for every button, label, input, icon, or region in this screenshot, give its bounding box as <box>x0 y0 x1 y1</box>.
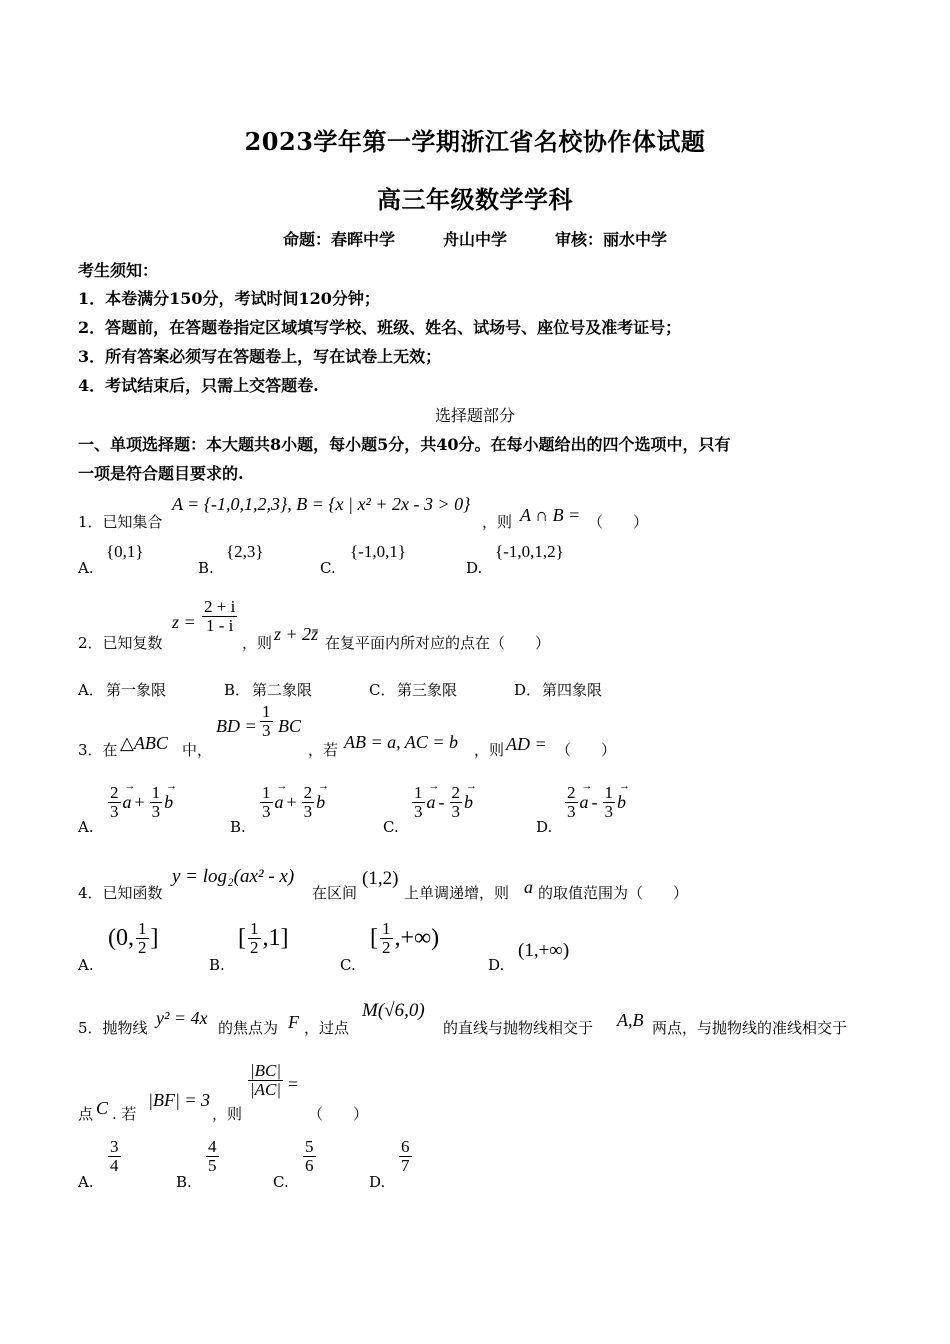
notice-item: 2．答题前，在答题卷指定区域填写学校、班级、姓名、试场号、座位号及准考证号； <box>78 318 682 337</box>
q4-option-label: B. <box>209 956 225 974</box>
q2-option-label: A． <box>78 681 104 699</box>
fraction <box>248 920 261 957</box>
coef-fraction <box>108 784 121 821</box>
den: 3 <box>567 801 576 821</box>
q5-option-value <box>303 1138 316 1175</box>
notice-item: 4．考试结束后，只需上交答题卷. <box>78 376 319 395</box>
vector-a: → a <box>580 792 589 813</box>
coef-fraction <box>603 784 616 821</box>
q2-fraction <box>202 598 237 635</box>
q3-option-b <box>258 784 325 821</box>
den: 2 <box>138 937 147 957</box>
q2-suffix: 在复平面内所对应的点在（ ） <box>325 634 551 652</box>
q3-bd-fraction <box>260 703 273 740</box>
num: 1 <box>414 783 423 802</box>
q1-option-value: {2,3} <box>226 542 264 561</box>
q2-denominator: 1 - i <box>205 615 234 635</box>
den: 3 <box>451 801 460 821</box>
right-bracket: ,+∞) <box>394 924 440 951</box>
q3-option-label: A. <box>78 818 94 836</box>
q3-option-c <box>410 784 473 821</box>
q3-bd-den: 3 <box>262 720 271 740</box>
q5-mid2: ，过点 <box>304 1019 350 1037</box>
q1-option-label: B. <box>198 559 214 577</box>
q3-mid2: ，若 <box>308 741 339 759</box>
q5-option-value <box>399 1138 412 1175</box>
q4-option-b <box>238 920 289 957</box>
vector-b: → b <box>164 792 173 813</box>
section-intro: 一、单项选择题：本大题共8小题，每小题5分，共40分。在每小题给出的四个选项中，只有 <box>78 435 731 454</box>
q5-option-label: A. <box>78 1173 94 1191</box>
den: 3 <box>110 801 119 821</box>
den: 6 <box>305 1155 314 1175</box>
right-bracket: ] <box>150 924 159 951</box>
q3-option-a <box>106 784 173 821</box>
notice-item: 3．所有答案必须写在答题卷上，写在试卷上无效； <box>78 347 442 366</box>
q2-option-value: 第一象限 <box>106 681 167 699</box>
q4-option-label: A. <box>78 956 94 974</box>
vector-a: → a <box>123 792 132 813</box>
left-bracket: [ <box>370 924 378 951</box>
den: 3 <box>262 801 271 821</box>
q5-bf: |BF| = 3 <box>148 1090 211 1110</box>
q3-option-d <box>563 784 626 821</box>
vector-b: → b <box>316 792 325 813</box>
num: 2 <box>110 783 119 802</box>
notice-item: 1．本卷满分150分，考试时间120分钟； <box>78 289 380 308</box>
q4-option-label: D. <box>488 956 505 974</box>
q2-z: z = <box>172 612 196 632</box>
den: 2 <box>382 937 391 957</box>
num: 1 <box>250 919 259 938</box>
q5-c: C <box>96 1098 109 1118</box>
operator: + <box>134 791 145 812</box>
num: 2 <box>451 783 460 802</box>
num: 2 <box>303 783 313 802</box>
q5-line2-mid2: ，则 <box>212 1105 243 1123</box>
q3-bc: BC <box>278 716 302 736</box>
num: 3 <box>110 1137 119 1156</box>
q4-suffix: 的取值范围为（ ） <box>538 884 689 902</box>
q3-bd-num: 1 <box>262 702 271 721</box>
q1-expr: A ∩ B = <box>520 505 581 525</box>
den: 5 <box>208 1155 217 1175</box>
num: 1 <box>382 919 391 938</box>
q5-f: F <box>288 1012 299 1032</box>
exam-subtitle: 高三年级数学学科 <box>377 185 573 214</box>
num: 1 <box>151 783 161 802</box>
q5-mid3: 的直线与抛物线相交于 <box>443 1019 594 1037</box>
q3-prefix: 3．在 <box>78 741 118 759</box>
q3-option-label: D. <box>536 818 553 836</box>
vector-a: → a <box>427 792 436 813</box>
den: 3 <box>414 801 423 821</box>
den: 3 <box>151 801 161 821</box>
q5-prefix: 5．抛物线 <box>78 1019 148 1037</box>
q1-suffix: ，则 <box>482 513 513 531</box>
q4-option-value: (1,+∞) <box>518 940 570 961</box>
q2-prefix: 2．已知复数 <box>78 634 163 652</box>
num: 2 <box>567 783 576 802</box>
q1-option-label: A. <box>78 559 94 577</box>
coef-fraction <box>412 784 425 821</box>
q5-ab: A,B <box>617 1010 644 1030</box>
q4-interval: (1,2) <box>362 868 399 889</box>
q4-prefix: 4．已知函数 <box>78 884 163 902</box>
num: 1 <box>262 783 271 802</box>
q4-var: a <box>524 877 533 897</box>
coef-fraction <box>260 784 273 821</box>
q1-option-label: C. <box>320 559 336 577</box>
q2-expr: z + 2z̄ <box>274 624 319 644</box>
coef-fraction <box>450 784 463 821</box>
q2-option-value: 第三象限 <box>397 681 458 699</box>
q5-mid1: 的焦点为 <box>218 1019 279 1037</box>
q5-ratio <box>248 1062 283 1099</box>
q2-option-label: D． <box>514 681 542 699</box>
q5-line2-prefix: 点 <box>78 1105 94 1123</box>
exam-title: 2023学年第一学期浙江省名校协作体试题 <box>244 127 706 156</box>
q5-line2-mid: . 若 <box>112 1105 137 1123</box>
fraction <box>136 920 149 957</box>
q2-option-label: C． <box>369 681 396 699</box>
q2-numerator: 2 + i <box>204 597 236 616</box>
q3-triangle: △ABC <box>120 733 168 753</box>
q5-suffix: 两点，与抛物线的准线相交于 <box>652 1019 848 1037</box>
q4-mid2: 上单调递增，则 <box>404 884 510 902</box>
vector-a: → a <box>275 792 284 813</box>
num: 1 <box>138 919 147 938</box>
den: 3 <box>303 801 313 821</box>
coef-fraction <box>150 784 163 821</box>
q1-sets: A = {-1,0,1,2,3}, B = {x | x² + 2x - 3 > 0} <box>172 494 471 514</box>
num: 6 <box>401 1137 410 1156</box>
den: 7 <box>401 1155 410 1175</box>
coef-fraction <box>302 784 315 821</box>
q5-eq: = <box>288 1074 299 1094</box>
num: 5 <box>305 1137 314 1156</box>
q5-option-value <box>206 1138 219 1175</box>
den: 2 <box>250 937 259 957</box>
q1-option-value: {-1,0,1} <box>350 542 406 561</box>
den: 4 <box>110 1155 119 1175</box>
ratio-den: |AC| <box>250 1079 282 1099</box>
den: 3 <box>604 801 613 821</box>
q3-ad: AD = <box>506 734 547 754</box>
operator: - <box>591 791 598 812</box>
q3-paren: （ ） <box>556 741 617 759</box>
vector-b: → b <box>464 792 473 813</box>
operator: - <box>438 791 445 812</box>
q4-option-a <box>108 920 159 957</box>
num: 1 <box>604 783 613 802</box>
q3-option-label: B. <box>230 818 246 836</box>
q3-mid3: ，则 <box>474 741 505 759</box>
q5-option-label: C. <box>273 1173 289 1191</box>
left-bracket: (0, <box>108 924 134 951</box>
notice-heading: 考生须知： <box>78 261 159 280</box>
q1-option-value: {0,1} <box>106 542 144 561</box>
q5-option-value <box>108 1138 121 1175</box>
q1-prefix: 1．已知集合 <box>78 513 163 531</box>
authors-line: 命题：春晖中学 舟山中学 审核：丽水中学 <box>282 230 667 249</box>
right-bracket: ,1] <box>262 924 289 951</box>
q2-option-value: 第二象限 <box>252 681 313 699</box>
q3-option-label: C. <box>383 818 399 836</box>
q5-paren: （ ） <box>308 1105 369 1123</box>
q4-option-c <box>370 920 439 957</box>
vector-b: → b <box>617 792 626 813</box>
q4-function: y = log₂(ax² - x) <box>172 866 295 887</box>
q2-mid: ，则 <box>242 634 273 652</box>
q1-option-value: {-1,0,1,2} <box>495 542 564 561</box>
q5-parabola: y² = 4x <box>156 1008 208 1028</box>
q3-bd: BD = <box>216 716 257 736</box>
q1-paren: （ ） <box>588 513 649 531</box>
section-title: 选择题部分 <box>434 406 515 425</box>
ratio-num: |BC| <box>250 1061 282 1080</box>
num: 4 <box>208 1137 217 1156</box>
left-bracket: [ <box>238 924 246 951</box>
q5-option-label: B. <box>176 1173 192 1191</box>
q2-option-value: 第四象限 <box>542 681 603 699</box>
q5-option-label: D. <box>369 1173 386 1191</box>
q3-mid1: 中， <box>182 741 213 759</box>
coef-fraction <box>565 784 578 821</box>
q4-mid: 在区间 <box>312 884 358 902</box>
q2-option-label: B． <box>224 681 251 699</box>
operator: + <box>286 791 297 812</box>
section-intro: 一项是符合题目要求的. <box>78 464 244 483</box>
q1-option-label: D. <box>466 559 483 577</box>
fraction <box>380 920 393 957</box>
q5-point-m: M(√6,0) <box>362 1000 425 1021</box>
q4-option-label: C. <box>340 956 356 974</box>
q3-cond: AB = a, AC = b <box>344 732 458 752</box>
